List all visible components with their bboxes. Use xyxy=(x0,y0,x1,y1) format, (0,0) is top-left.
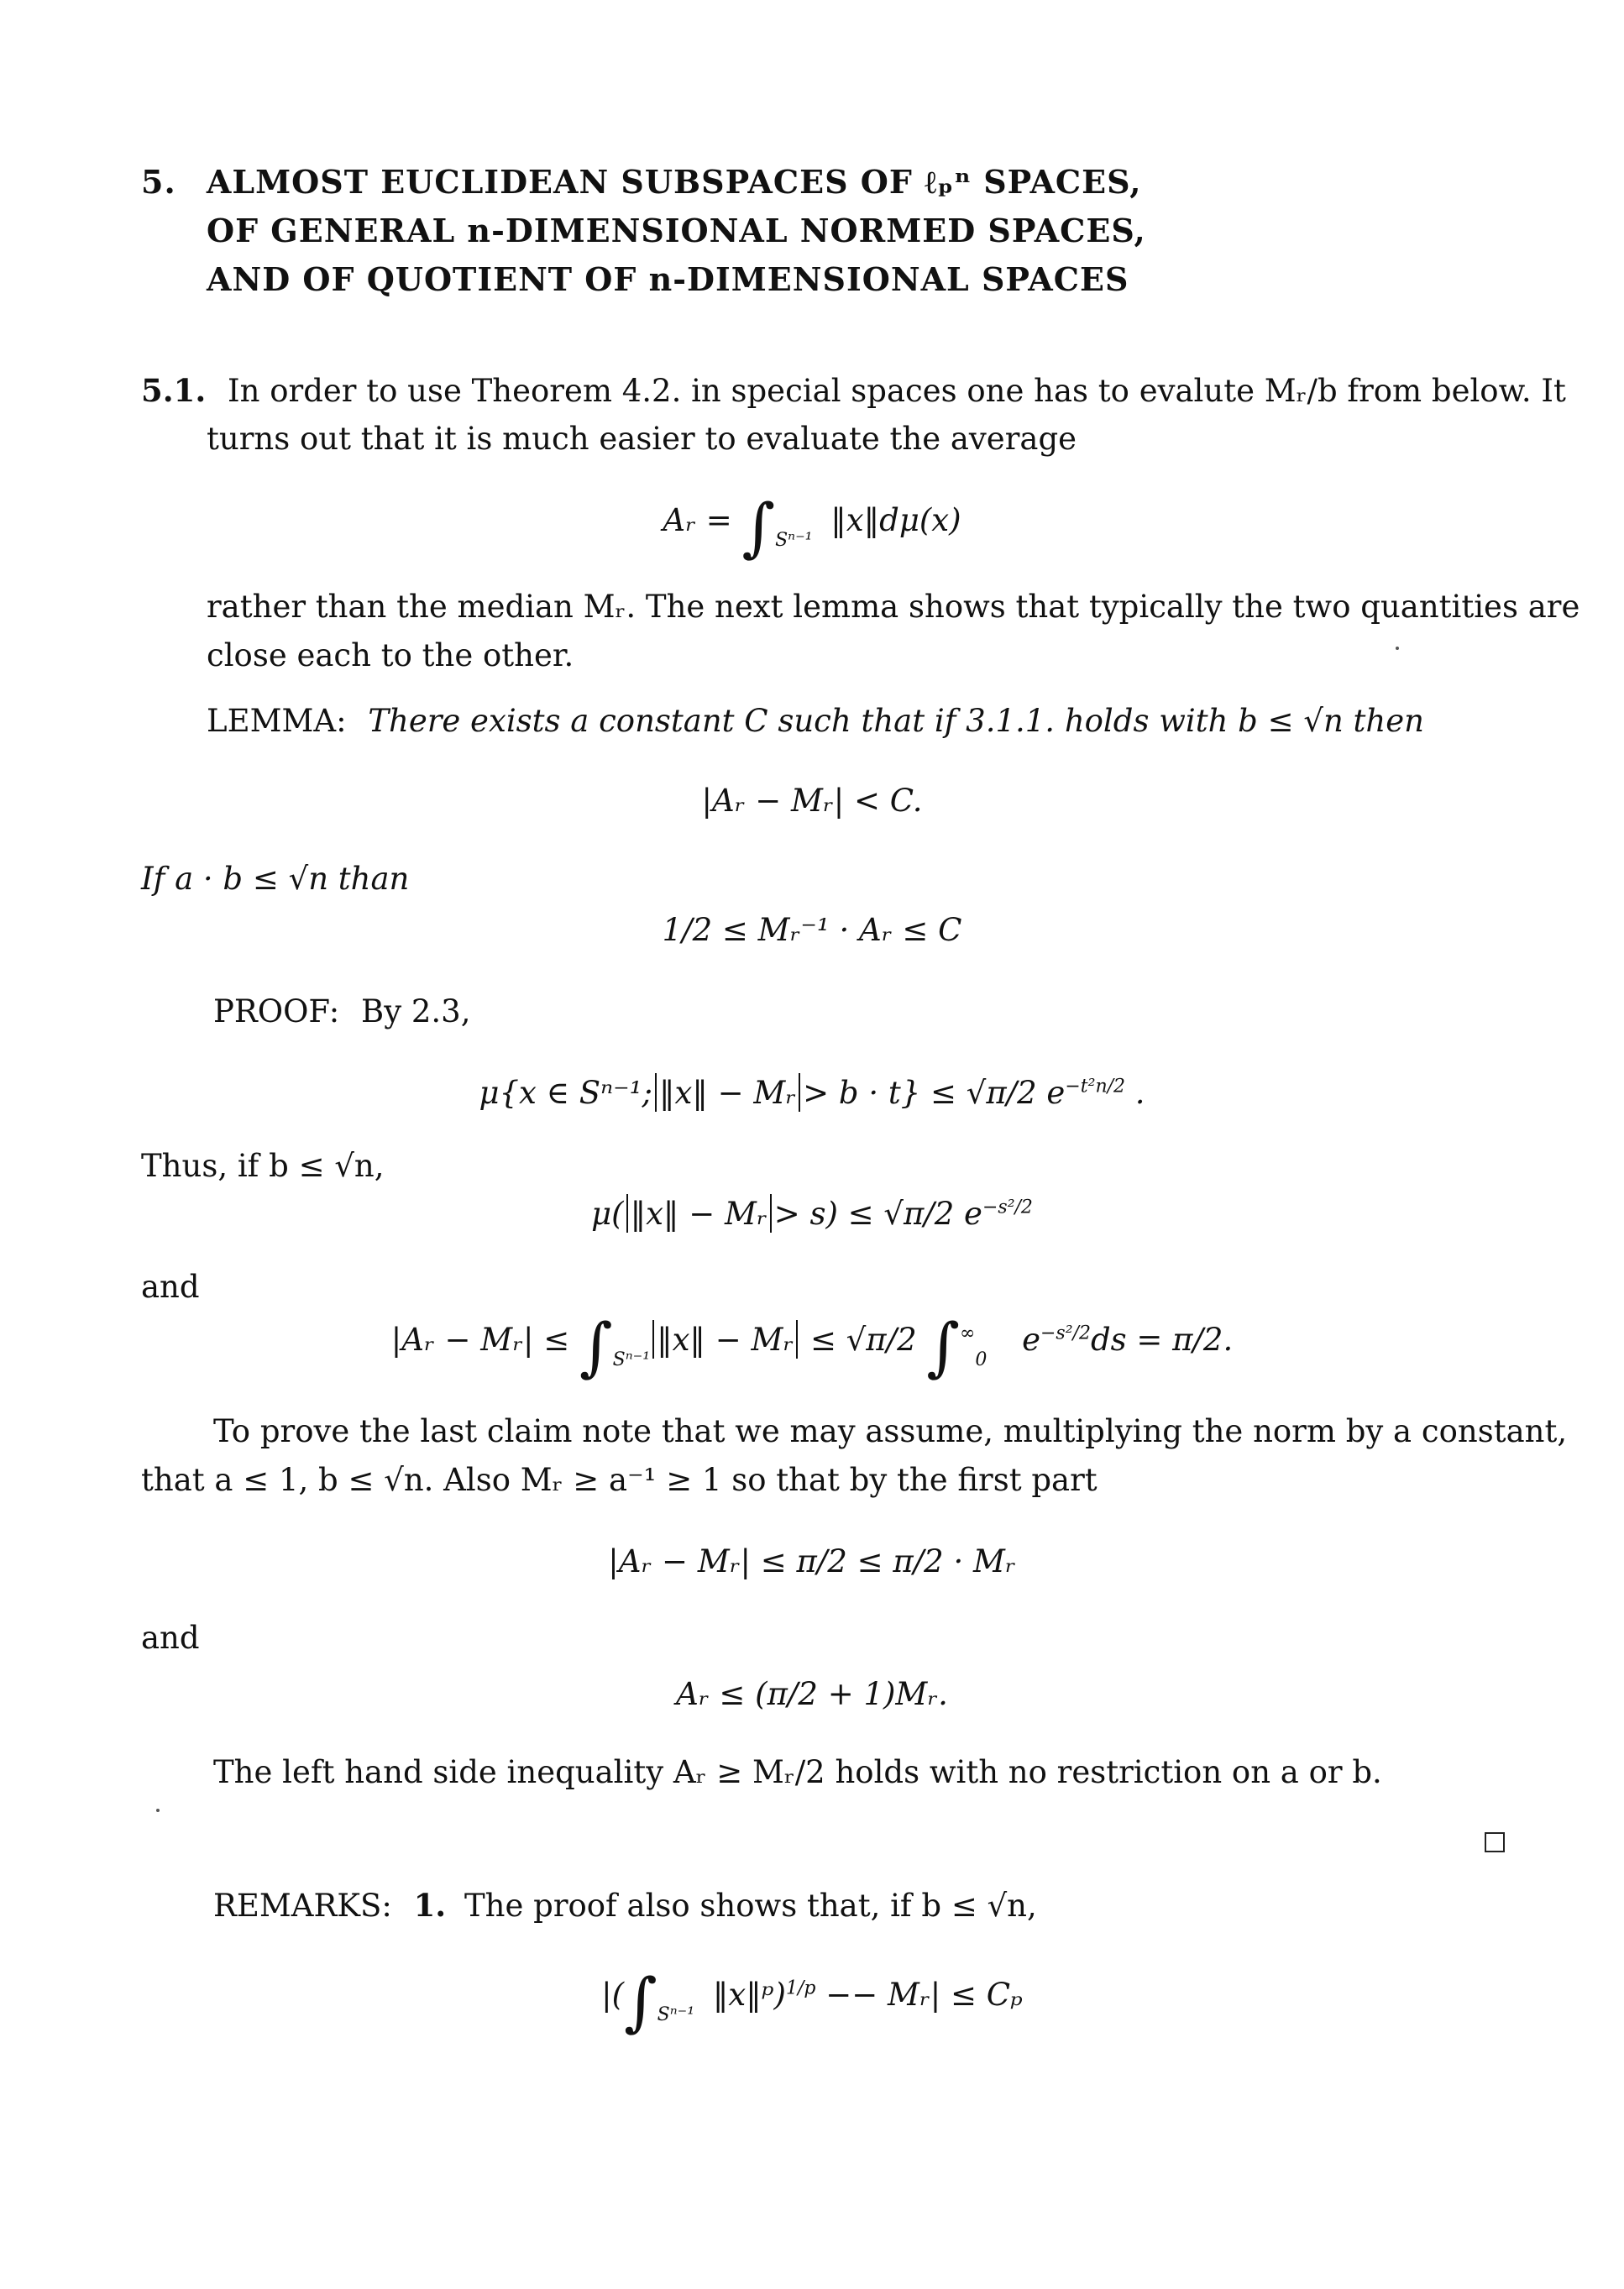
proof-equation-2: μ( ‖x‖ − Mᵣ > s) ≤ √π/2 $e^{-s^2/2}$ xyxy=(591,1196,1033,1232)
lemma-equation-1: |Aᵣ − Mᵣ| < C. xyxy=(701,783,923,819)
lemma-statement: LEMMA: There exists a constant C such that if 3.1.1. holds with b ≤ √n then xyxy=(207,703,1424,739)
proof-equation-5: Aᵣ ≤ (π/2 + 1)Mᵣ. xyxy=(676,1676,948,1712)
and-line-1: and xyxy=(141,1269,200,1305)
claim-line-2: that a ≤ 1, b ≤ √n. Also Mᵣ ≥ a⁻¹ ≥ 1 so that by the first part xyxy=(141,1462,1098,1498)
heading-line-1: ALMOST EUCLIDEAN SUBSPACES OF ℓₚⁿ SPACES, xyxy=(206,163,1142,201)
lemma-condition: If a · b ≤ √n than xyxy=(141,861,410,897)
heading-number: 5. xyxy=(141,163,176,201)
scan-speck xyxy=(1396,647,1399,650)
proof-intro: PROOF: By 2.3, xyxy=(213,993,471,1029)
lemma-equation-2: 1/2 ≤ Mᵣ⁻¹ · Aᵣ ≤ C xyxy=(662,912,962,948)
left-hand-side-line: The left hand side inequality Aᵣ ≥ Mᵣ/2 holds with no restriction on a or b. xyxy=(213,1754,1382,1790)
rather-line-2: close each to the other. xyxy=(207,637,574,673)
heading-line-2: OF GENERAL n-DIMENSIONAL NORMED SPACES, xyxy=(207,212,1146,249)
average-equation: Aᵣ = $\int_{S^{n-1}}$ ‖x‖dμ(x) xyxy=(663,490,961,564)
rather-line-1: rather than the median Mᵣ. The next lemma shows that typically the two quantities are xyxy=(207,589,1580,625)
section-heading xyxy=(141,158,1141,207)
proof-equation-3: |Aᵣ − Mᵣ| ≤ $\int_{S^{n-1}}‖x‖$ − Mᵣ ≤ √π/2 $\int^\infty_0$ $e^{-s^2/2}ds = \pi/2$. xyxy=(390,1309,1234,1384)
remarks-line: REMARKS: 1. The proof also shows that, if b ≤ √n, xyxy=(213,1887,1037,1924)
remarks-equation: $|(\int_{S^{n-1}}$ ‖x‖ᵖ)$^{1/p}$ −− Mᵣ| ≤ Cₚ xyxy=(601,1964,1023,2039)
claim-line-1: To prove the last claim note that we may assume, multiplying the norm by a constant, xyxy=(213,1413,1568,1449)
lemma-label: LEMMA: xyxy=(207,703,347,739)
proof-equation-1: μ{x ∈ Sⁿ⁻¹; ‖x‖ − Mᵣ > b · t} ≤ √π/2 $e^{-t^2n/2}$ . xyxy=(479,1075,1145,1111)
remarks-label: REMARKS: xyxy=(213,1888,392,1924)
scan-speck xyxy=(156,1809,160,1812)
heading-line-3: AND OF QUOTIENT OF n-DIMENSIONAL SPACES xyxy=(207,260,1129,298)
section-intro-line-2: turns out that it is much easier to evaluate the average xyxy=(207,421,1077,457)
subsection-number: 5.1. xyxy=(141,372,207,409)
proof-equation-4: |Aᵣ − Mᵣ| ≤ π/2 ≤ π/2 · Mᵣ xyxy=(608,1543,1016,1579)
thus-line: Thus, if b ≤ √n, xyxy=(141,1148,385,1184)
section-intro-line-1: 5.1. In order to use Theorem 4.2. in special spaces one has to evalute Mᵣ/b from below. It xyxy=(141,372,1566,409)
and-line-2: and xyxy=(141,1620,200,1656)
qed-box xyxy=(1485,1832,1505,1852)
proof-label: PROOF: xyxy=(213,993,340,1029)
